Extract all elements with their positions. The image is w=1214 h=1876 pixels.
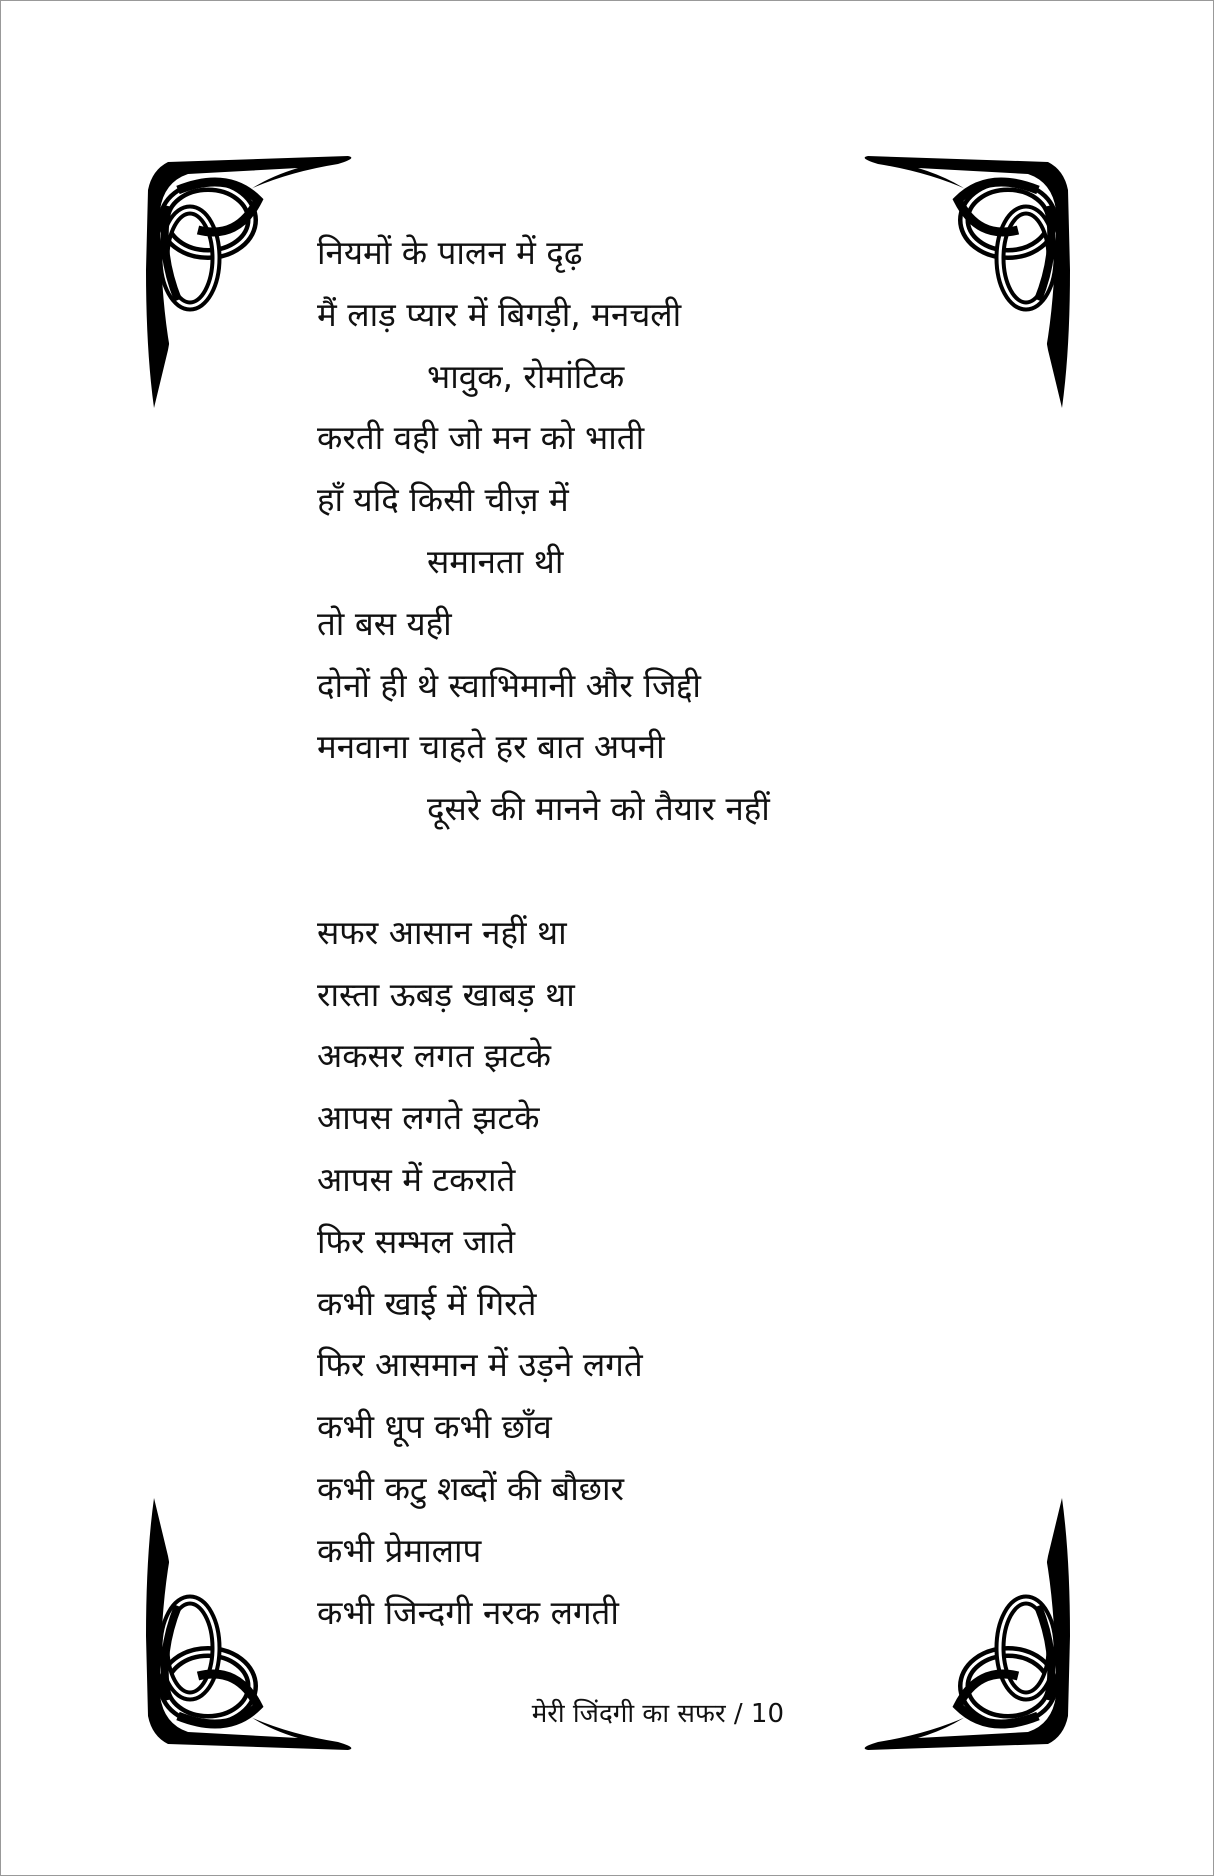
page-footer [532, 1694, 784, 1730]
poem-line: तो बस यही [317, 603, 452, 643]
poem-line: हाँ यदि किसी चीज़ में [317, 480, 569, 520]
poem-line: मनवाना चाहते हर बात अपनी [317, 727, 665, 767]
stanza-gap [317, 840, 770, 902]
poem-line: दोनों ही थे स्वाभिमानी और जिद्दी [317, 665, 701, 705]
corner-ornament-bottom-right [858, 1496, 1078, 1756]
poem-body [317, 222, 770, 1643]
footer-book-title: मेरी जिंदगी का सफर [531, 1699, 726, 1729]
poem-line: नियमों के पालन में दृढ़ [317, 233, 583, 272]
poem-line: कभी प्रेमालाप [317, 1530, 482, 1570]
poem-line: कभी खाई में गिरते [317, 1283, 537, 1323]
page-number: 10 [750, 1699, 784, 1729]
poem-line: कभी जिन्दगी नरक लगती [317, 1592, 619, 1632]
poem-line: फिर सम्भल जाते [317, 1221, 516, 1261]
poem-line: कभी धूप कभी छाँव [317, 1407, 552, 1447]
poem-line: दूसरे की मानने को तैयार नहीं [427, 789, 770, 829]
poem-line: आपस लगते झटके [317, 1098, 540, 1138]
poem-line: फिर आसमान में उड़ने लगते [317, 1345, 643, 1385]
poem-line: भावुक, रोमांटिक [427, 356, 625, 396]
corner-ornament-top-right [858, 150, 1078, 410]
poem-line: आपस में टकराते [317, 1159, 516, 1199]
poem-line: सफर आसान नहीं था [317, 912, 567, 952]
poem-line: समानता थी [427, 541, 564, 581]
poem-line: कभी कटु शब्दों की बौछार [317, 1468, 624, 1508]
footer-separator: / [733, 1699, 743, 1729]
poem-line: मैं लाड़ प्यार में बिगड़ी, मनचली [317, 294, 682, 334]
poem-line: करती वही जो मन को भाती [317, 418, 645, 458]
poem-line: अकसर लगत झटके [317, 1036, 552, 1076]
poem-line: रास्ता ऊबड़ खाबड़ था [317, 974, 575, 1014]
